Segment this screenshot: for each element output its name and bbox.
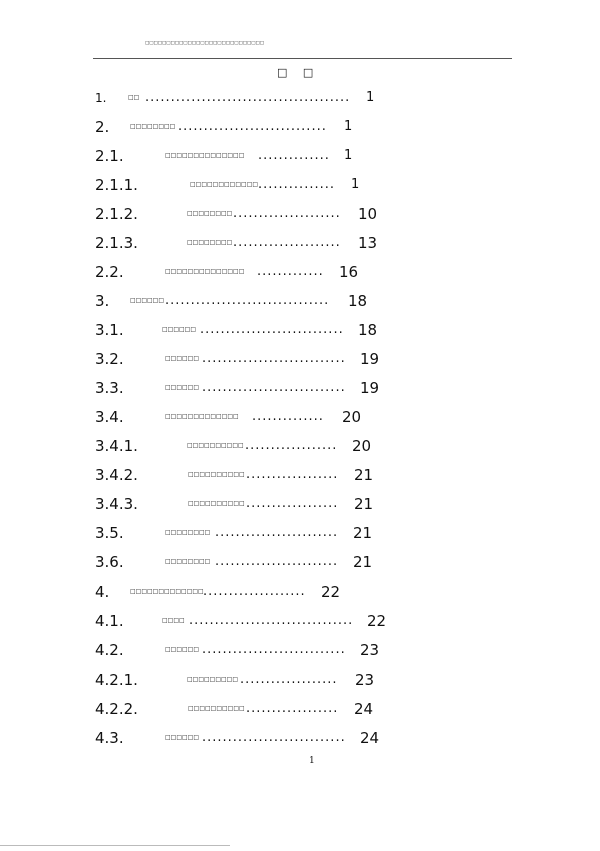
toc-entry-number: 3.4.3. — [95, 495, 138, 513]
toc-entry-number: 2. — [95, 118, 110, 136]
toc-entry-page: 1 — [344, 119, 353, 134]
toc-entry-title: □□□□ — [162, 617, 185, 624]
toc-entry-number: 2.1. — [95, 147, 124, 165]
toc-entry — [0, 670, 600, 690]
toc-entry — [0, 494, 600, 514]
toc-entry-number: 4.2.2. — [95, 700, 138, 718]
toc-entry-number: 3.4.2. — [95, 466, 138, 484]
toc-entry-title: □□□□□□□□ — [165, 529, 211, 536]
toc-entry-number: 3.2. — [95, 350, 124, 368]
toc-entry — [0, 640, 600, 660]
toc-entry-number: 2.1.2. — [95, 205, 138, 223]
toc-entry-title: □□□□□□□□ — [130, 123, 176, 130]
toc-entry-leader: ............... — [258, 177, 335, 192]
toc-entry — [0, 728, 600, 748]
toc-entry-title: □□□□□□□□□□ — [188, 471, 245, 478]
toc-entry — [0, 117, 600, 137]
toc-entry-number: 1. — [95, 91, 107, 105]
toc-entry-leader: .............. — [258, 148, 330, 163]
toc-entry-title: □□□□□□□□□ — [187, 676, 239, 683]
toc-entry — [0, 320, 600, 340]
toc-entry-leader: ........................................ — [145, 90, 351, 105]
footnote-divider — [0, 845, 230, 846]
toc-entry-leader: .................. — [246, 701, 339, 716]
toc-entry — [0, 262, 600, 282]
toc-entry-page: 19 — [360, 379, 380, 397]
toc-entry-page: 23 — [360, 641, 380, 659]
toc-entry-page: 18 — [358, 321, 378, 339]
toc-entry-leader: .................. — [246, 467, 339, 482]
toc-entry-page: 19 — [360, 350, 380, 368]
toc-entry — [0, 407, 600, 427]
toc-entry-title: □□ — [128, 94, 140, 101]
toc-entry-page: 21 — [354, 495, 374, 513]
toc-entry-page: 1 — [366, 90, 375, 105]
toc-entry-title: □□□□□□ — [130, 297, 165, 304]
page-number: 1 — [309, 756, 315, 766]
toc-entry-leader: ............. — [257, 264, 324, 279]
toc-entry — [0, 582, 600, 602]
toc-entry-page: 21 — [353, 553, 373, 571]
toc-entry — [0, 378, 600, 398]
toc-entry-title: □□□□□□ — [165, 355, 200, 362]
toc-entry-title: □□□□□□□□□□□□□□ — [165, 268, 245, 275]
toc-entry — [0, 523, 600, 543]
toc-entry — [0, 146, 600, 166]
toc-entry-number: 3.1. — [95, 321, 124, 339]
toc-entry-leader: .............. — [252, 409, 324, 424]
toc-entry-title: □□□□□□□□□□□□□□ — [165, 152, 245, 159]
toc-entry-leader: ............................ — [200, 322, 344, 337]
toc-entry-number: 2.1.3. — [95, 234, 138, 252]
running-header: □□□□□□□□□□□□□□□□□□□□□□□□□□□□ — [145, 41, 265, 46]
toc-entry-leader: ............................ — [202, 380, 346, 395]
toc-entry — [0, 436, 600, 456]
toc-entry-number: 3. — [95, 292, 110, 310]
toc-entry-leader: ..................... — [233, 235, 341, 250]
toc-entry — [0, 611, 600, 631]
toc-entry — [0, 552, 600, 572]
toc-entry-leader: ..................... — [233, 206, 341, 221]
toc-entry-number: 3.5. — [95, 524, 124, 542]
toc-entry-number: 3.6. — [95, 553, 124, 571]
toc-entry-number: 2.1.1. — [95, 176, 138, 194]
toc-entry-leader: .................. — [245, 438, 338, 453]
toc-entry-number: 3.4.1. — [95, 437, 138, 455]
toc-entry — [0, 88, 600, 108]
toc-entry-leader: ............................ — [202, 730, 346, 745]
toc-entry-number: 4.2. — [95, 641, 124, 659]
toc-entry — [0, 699, 600, 719]
toc-entry-page: 16 — [339, 263, 359, 281]
toc-entry-leader: ............................. — [178, 119, 327, 134]
toc-entry-number: 4.3. — [95, 729, 124, 747]
toc-entry-number: 4. — [95, 583, 110, 601]
toc-entry-leader: ........................ — [215, 525, 339, 540]
toc-entry-page: 20 — [342, 408, 362, 426]
toc-entry-leader: ........................ — [215, 554, 339, 569]
toc-entry-title: □□□□□□□□□□ — [187, 442, 244, 449]
toc-entry-page: 21 — [354, 466, 374, 484]
toc-entry-page: 23 — [355, 671, 375, 689]
toc-entry-leader: ................................ — [165, 293, 330, 308]
toc-entry-title: □□□□□□□□ — [187, 210, 233, 217]
toc-entry — [0, 233, 600, 253]
toc-entry-number: 3.4. — [95, 408, 124, 426]
toc-entry — [0, 291, 600, 311]
toc-entry-title: □□□□□□ — [162, 326, 197, 333]
toc-entry-page: 18 — [348, 292, 368, 310]
toc-entry-title: □□□□□□□□□□□□ — [190, 181, 259, 188]
header-divider — [93, 58, 512, 59]
toc-entry-page: 10 — [358, 205, 378, 223]
toc-entry-title: □□□□□□ — [165, 646, 200, 653]
toc-entry — [0, 175, 600, 195]
toc-entry-page: 1 — [351, 177, 360, 192]
toc-entry-leader: ................... — [240, 672, 338, 687]
toc-entry-title: □□□□□□ — [165, 384, 200, 391]
toc-entry-number: 4.1. — [95, 612, 124, 630]
toc-entry-page: 24 — [354, 700, 374, 718]
toc-entry-number: 2.2. — [95, 263, 124, 281]
toc-entry-page: 22 — [367, 612, 387, 630]
toc-entry — [0, 204, 600, 224]
toc-entry-leader: .................. — [246, 496, 339, 511]
toc-entry-number: 4.2.1. — [95, 671, 138, 689]
toc-entry-title: □□□□□□□□ — [165, 558, 211, 565]
toc-entry-title: □□□□□□□□□□ — [188, 500, 245, 507]
toc-entry-leader: ................................ — [189, 613, 354, 628]
toc-heading: □ □ — [277, 66, 320, 79]
toc-entry-leader: .................... — [203, 584, 306, 599]
toc-entry-leader: ............................ — [202, 351, 346, 366]
toc-entry-title: □□□□□□□□□□□□□ — [130, 588, 204, 595]
toc-entry-page: 20 — [352, 437, 372, 455]
toc-entry-title: □□□□□□□□□□□□□ — [165, 413, 239, 420]
toc-entry — [0, 349, 600, 369]
toc-entry-number: 3.3. — [95, 379, 124, 397]
toc-entry-leader: ............................ — [202, 642, 346, 657]
toc-entry — [0, 465, 600, 485]
toc-entry-page: 13 — [358, 234, 378, 252]
toc-entry-page: 24 — [360, 729, 380, 747]
toc-entry-page: 21 — [353, 524, 373, 542]
toc-entry-title: □□□□□□ — [165, 734, 200, 741]
toc-entry-page: 22 — [321, 583, 341, 601]
toc-entry-page: 1 — [344, 148, 353, 163]
toc-entry-title: □□□□□□□□□□ — [188, 705, 245, 712]
toc-entry-title: □□□□□□□□ — [187, 239, 233, 246]
